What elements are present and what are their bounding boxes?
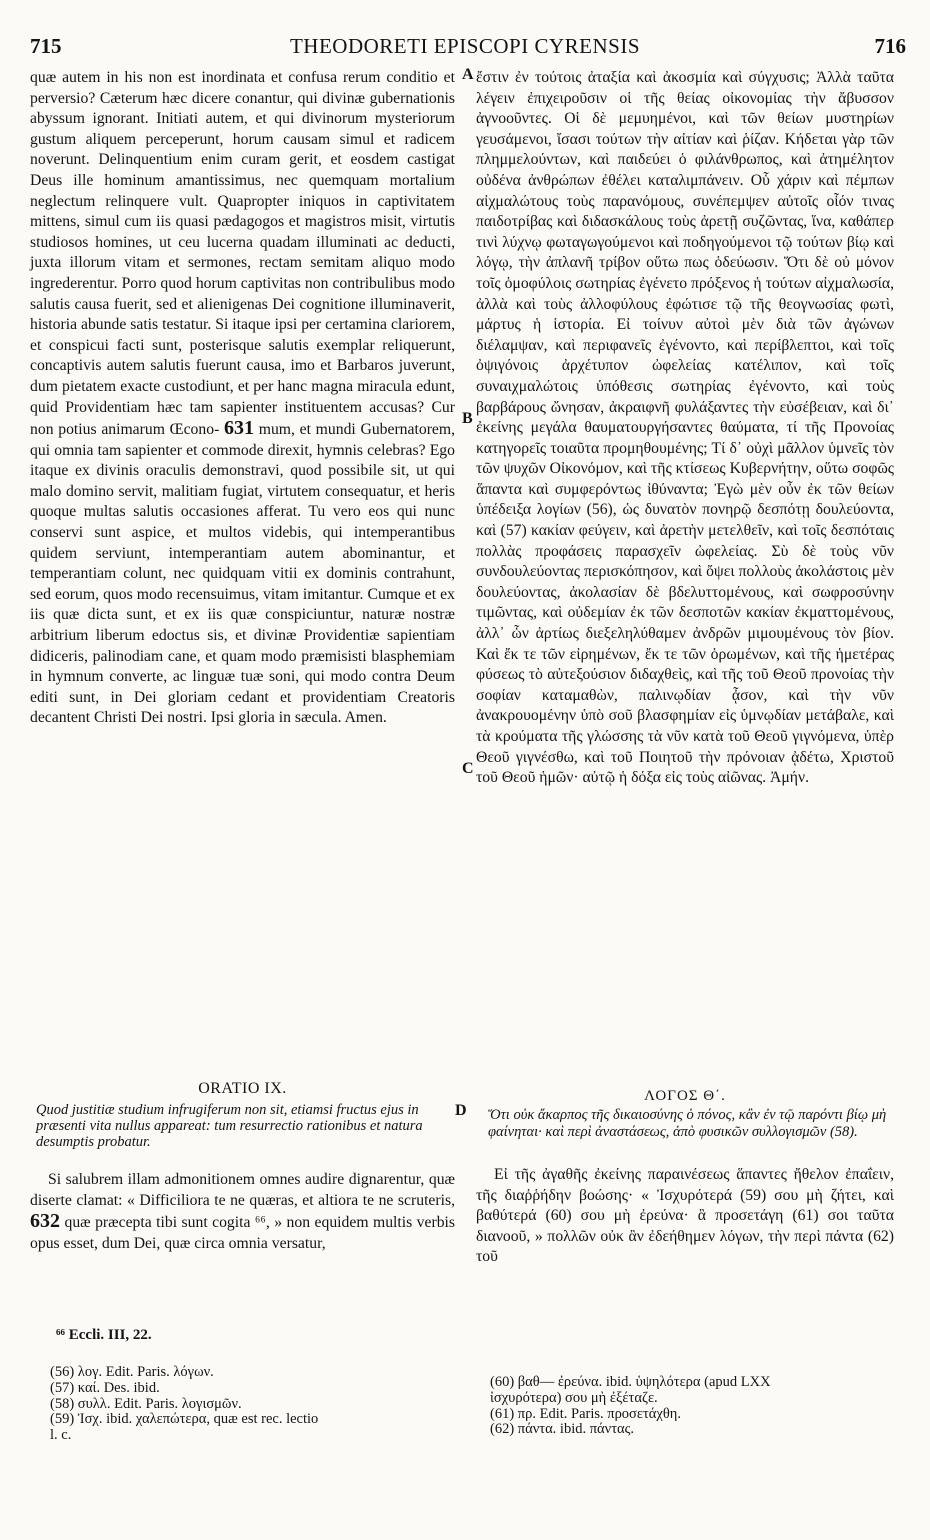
latin-text	[30, 68, 455, 729]
margin-letter-b: B	[462, 410, 473, 427]
footnote-60: (60) βαθ— ἐρεύνα. ibid. ὑψηλότερα (apud LXX	[490, 1374, 771, 1390]
margin-letter-d: D	[455, 1102, 467, 1119]
footnote-57: (57) καί. Des. ibid.	[50, 1379, 160, 1396]
page-header	[0, 34, 930, 62]
footnotes-left	[50, 1365, 470, 1444]
column-number-632: 632	[30, 1210, 60, 1233]
footnote-60-cont: ἰσχυρότερα) σου μὴ ἐξέταζε.	[490, 1389, 658, 1406]
oratio-body	[30, 1170, 455, 1254]
logos-heading: ΛΟΓΟΣ Θ΄.	[644, 1088, 726, 1104]
footnote-56: (56) λογ. Edit. Paris. λόγων.	[50, 1364, 214, 1380]
footnotes-right	[490, 1375, 890, 1438]
latin-text-part2: mum, et mundi Gubernatorem, qui omnia tam sapienter et commode direxit, hymnis celebras? Ego itaque ex divinis oraculis demonstravi, quod possibile sit, ut qui malo domino servit, malitiam fugiat, virtutem consequatur, et heris quoque multas salutis occasiones afferat. Tu vero eos qui nunc conservi sunt aspice, et multos videbis, qui intemperantibus quidem serviunt, intemperantiam autem abominantur, et temperantiam colunt, nec quidquam vitii ex dominis contrahunt, sed eorum, quos modo recensuimus, vitam imitantur. Cumque et ex iis quæ dicta sunt, et ex iis quæ conspiciuntur, naturæ nostræ arbitrium liberum edoctus sis, et divinæ Providentiæ sapientiam didiceris, palinodiam cane, et quam modo præmisisti blasphemiam in hymnum converte, ac linguæ tuæ soni, qui modo contra Deum editi sunt, in Dei gloriam cedant et providentiam Creatoris decantent Christi Dei nostri. Ipsi gloria in sæcula. Amen.	[30, 421, 456, 727]
oratio-body-part1: Si salubrem illam admonitionem omnes audire dignarentur, quæ diserte clamat: « Difficiliora te ne quæras, et altiora te ne scruteris,	[30, 1171, 455, 1209]
margin-letter-c: C	[462, 760, 474, 777]
oratio-heading: ORATIO IX.	[198, 1080, 287, 1097]
logos-body: Εἰ τῆς ἀγαθῆς ἐκείνης παραινέσεως ἅπαντες ἤθελον ἐπαΐειν, τῆς διαῤῥήδην βοώσης· « Ἰσχυρότερά (59) σου μὴ ζήτει, καὶ βαθύτερά (60) σου μὴ ἐρεύνα· ἃ προσετάγη (61) σοι ταῦτα διανοοῦ, » πολλῶν οὐκ ἂν ἐδεήθημεν λόγων, τὴν περὶ πάντα (62) τοῦ	[476, 1166, 894, 1266]
scripture-reference: ⁶⁶ Eccli. III, 22.	[56, 1327, 152, 1343]
oratio-body-part2: quæ præcepta tibi sunt cogita ⁶⁶, » non equidem multis verbis opus esset, dum Dei, quæ circa omnia versatur,	[30, 1214, 456, 1252]
greek-column	[476, 68, 894, 789]
oratio-subtitle: Quod justitiæ studium infrugiferum non sit, etiamsi fructus ejus in præsenti vita nullus appareat: tum resurrectio rationibus et natura desumptis probatur.	[36, 1102, 423, 1150]
greek-text: ἔστιν ἐν τούτοις ἀταξία καὶ ἀκοσμία καὶ σύγχυσις; Ἀλλὰ ταῦτα λέγειν ἐπιχειροῦσιν οἱ τῆς θείας οἰκονομίας τὴν ἄβυσσον ἀγνοοῦντες. Οἱ δὲ μεμυημένοι, καὶ τῶν θείων μυστηρίων γευσάμενοι, ἴσασι τούτων τὴν αἰτίαν καὶ ῥίζαν. Κήδεται γὰρ τῶν πλημμελούντων, καὶ παιδεύει ὁ φιλάνθρωπος, καὶ ἀτημέλητον οὐδένα ἀνθρώπων ἐθέλει καταλιμπάνειν. Οὗ χάριν καὶ πέμπων αἰχμαλώτους τοὺς παρανόμους, συνέπεμψεν αὐτοῖς οἷόν τινας παιδοτρίβας καὶ διδασκάλους τοὺς ἀρετῇ συζῶντας, ἵνα, καθάπερ τινὶ λύχνῳ φωταγωγούμενοι καὶ ποδηγούμενοι τῷ τούτων βίῳ καὶ λόγῳ, τὴν ἀπλανῆ τρίβον οὕτω πως ὁδεύωσιν. Ὅτι δὲ οὐ μόνον τοῖς ὁμοφύλοις σωτηρίας ἐγένετο πρόξενος ἡ τούτων αἰχμαλωσία, ἀλλὰ καὶ τοὺς ἀλλοφύλους ἐφώτισε τῷ τῆς θεογνωσίας φωτὶ, μάρτυς ἡ ἱστορία. Εἰ τοίνυν αὐτοὶ μὲν διὰ τῶν ἀγώνων διέλαμψαν, καὶ περιφανεῖς ἐγένοντο, καὶ περίβλεπτοι, καὶ τοῖς ὀψιγόνοις ἀρχέτυπον ὠφελείας κατέλιπον, καὶ τοῖς συναιχμαλώτοις ὑπόθεσις σωτηρίας ἐγένοντο, καὶ τοὺς βαρβάρους ὤνησαν, ἀκραιφνῆ φυλάξαντες τὴν εὐσέβειαν, καὶ δι᾽ ἐκείνης μεγάλα θαυματουργήσαντες θαύματα, τί τῆς Προνοίας κατηγορεῖς τοιαῦτα προμηθουμένης; Τί δ᾽ οὐχὶ μᾶλλον ὑμνεῖς τὸν τῶν ψυχῶν Οἰκονόμον, καὶ τῆς κτίσεως Κυβερνήτην, οὕτω σοφῶς ἅπαντα καὶ συμφερόντως ἰθύναντα; Ἐγὼ μὲν οὖν ἐκ τῶν θείων ὑπέδειξα λογίων (56), ὡς δυνατὸν πονηρῷ δεσπότῃ δουλεύοντα, καὶ (57) κακίαν φεύγειν, καὶ ἀρετὴν μετελθεῖν, καὶ τοῖς δεσπόταις πολλὰς προφάσεις παρασχεῖν ὠφελείας. Σὺ δὲ τοὺς νῦν συνδουλεύοντας περισκόπησον, καὶ ὄψει πολλοὺς ἀκολάστοις μὲν δουλεύοντας, ἀκολασίαν δὲ βδελυττομένους, καὶ σωφροσύνην τιμῶντας, καὶ οὐδεμίαν ἐκ τῶν δεσποτῶν κακίαν ἐκματτομένους, ἀλλ᾽ ὧν ἀρτίως διεξεληλύθαμεν ἀνδρῶν μιμουμένους τὸν βίον. Καὶ ἔκ τε τῶν εἰρημένων, ἔκ τε τῶν ὁρωμένων, καὶ τῆς ἡμετέρας φύσεως τὸ αὐτεξούσιον διδαχθεὶς, καὶ τῆς τοῦ Θεοῦ προνοίας τὴν σοφίαν καταμαθὼν, παλινῳδίαν ᾆσον, καὶ τὴν νῦν ἀνακρουομένην ὑπὸ σοῦ βλασφημίαν εἰς ὑμνῳδίαν μετάβαλε, καὶ τὰ κρούματα τῆς γλώσσης τὰ νῦν κατὰ τοῦ Θεοῦ γιγνόμενα, ὑπὲρ Θεοῦ γιγνέσθω, καὶ τοῦ Ποιητοῦ τὴν πρόνοιαν ᾀδέτω, Χριστοῦ τοῦ Θεοῦ ἡμῶν· αὐτῷ ἡ δόξα εἰς τοὺς αἰῶνας. Ἀμήν.	[476, 69, 894, 787]
column-number-631: 631	[224, 417, 255, 440]
page-number-left: 715	[30, 34, 62, 58]
footnote-59: (59) Ἰσχ. ibid. χαλεπώτερα, quæ est rec. lectio	[50, 1411, 319, 1428]
latin-column	[30, 68, 455, 729]
footnote-59-cont: l. c.	[50, 1427, 72, 1444]
logos-subtitle: Ὅτι οὐκ ἄκαρπος τῆς δικαιοσύνης ὁ πόνος, κἂν ἐν τῷ παρόντι βίῳ μὴ φαίνηται· καὶ περὶ ἀναστάσεως, ἀπὸ φυσικῶν συλλογισμῶν (58).	[488, 1107, 887, 1140]
running-title: THEODORETI EPISCOPI CYRENSIS	[289, 34, 641, 58]
margin-letter-a: A	[462, 66, 474, 83]
footnote-61: (61) πρ. Edit. Paris. προσετάχθη.	[490, 1405, 681, 1422]
latin-text-part1: quæ autem in his non est inordinata et confusa rerum conditio et perversio? Cæterum hæc dicere conantur, qui divinæ gubernationis abyssum ignorant. Initiati autem, et qui divinorum mysteriorum gustum aliquem perceperunt, horum causam simul et radicem noverunt. Delinquentium enim curam gerit, et eosdem castigat Deus ille hominum amantissimus, nec quemquam mortalium neglectum relinquere vult. Quapropter iniquos in captivitatem mittens, simul cum iis quasi pædagogos et magistros misit, virtutis studiosos homines, ut ceu lucerna quadam illuminati ac deducti, juxta illorum vitam et sermones, rectam semitam aliquo modo ingrederentur. Porro quod horum captivitas non contribulibus modo salutis causa fuerit, sed et alienigenas Dei cognitione illuminaverit, historia abunde satis testatur. Si itaque ipsi per certamina clariorem, et conspicui facti sunt, posterisque salutis exemplar reliquerunt, concaptivis autem salutis fuerunt causa, imo et Barbaros juverunt, dum pietatem exacte custodiunt, et per hanc magna miracula edunt, quid Providentiam hæc tam sapienter instituentem accusas? Cur non potius animarum Œcono-	[30, 69, 455, 439]
page-number-right: 716	[874, 34, 906, 58]
footnote-62: (62) πάντα. ibid. πάντας.	[490, 1421, 635, 1438]
footnote-58: (58) συλλ. Edit. Paris. λογισμῶν.	[50, 1395, 242, 1412]
